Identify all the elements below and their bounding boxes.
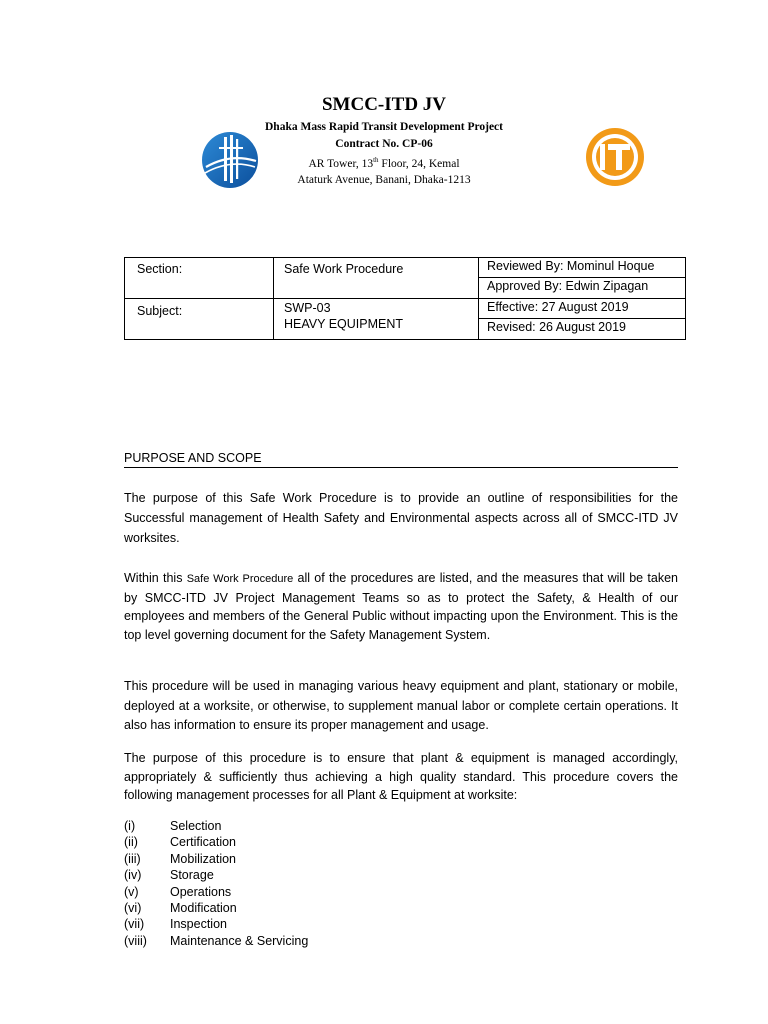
list-item-number: (i): [124, 819, 136, 833]
address-line-1-sup: th: [373, 156, 379, 164]
list-item-text: Maintenance & Servicing: [170, 933, 309, 948]
list-item-number: (viii): [124, 933, 147, 948]
list-item-text: Mobilization: [170, 851, 237, 866]
contract-number: Contract No. CP-06: [335, 138, 433, 150]
reviewed-by: Reviewed By: Mominul Hoque: [479, 258, 686, 278]
info-row-subject: [125, 299, 686, 319]
paragraph-usage: This procedure will be used in managing various heavy equipment and plant, stationary or mobile, deployed at a worksite, or otherwise, to supplement manual labor or complete certain operations. It also has information to ensure its proper management and usage.: [124, 679, 678, 732]
paragraph-procedures-post: all of the procedures are listed, and the measures that will be taken by SMCC-ITD JV Project Management Teams so as to protect the Safety, & Health of our employees and members of the General Public without impacting upon the Environment. This is the top level governing document for the Safety Management System.: [124, 571, 678, 642]
smcc-logo-icon: [200, 131, 260, 189]
list-item-text: Storage: [170, 868, 214, 883]
list-item-text: Selection: [170, 819, 222, 833]
address-line-1-post: Floor, 24, Kemal: [378, 157, 460, 170]
project-name: Dhaka Mass Rapid Transit Development Project: [265, 121, 503, 133]
document-info-table: [124, 257, 686, 340]
subject-title: HEAVY EQUIPMENT: [284, 317, 404, 331]
address-line-1-pre: AR Tower, 13: [308, 157, 374, 170]
list-item-text: Inspection: [170, 917, 227, 932]
approved-by: Approved By: Edwin Zipagan: [479, 278, 686, 299]
list-item-number: (iii): [124, 851, 141, 866]
section-heading: PURPOSE AND SCOPE: [124, 451, 678, 468]
list-item-text: Certification: [170, 835, 236, 850]
list-item-text: Modification: [170, 901, 237, 916]
section-label: Section:: [125, 258, 274, 299]
list-item: [124, 916, 308, 932]
list-item-number: (vii): [124, 917, 145, 932]
list-item-number: (vi): [124, 901, 142, 916]
effective-date: Effective: 27 August 2019: [479, 299, 686, 319]
paragraph-procedures: [124, 569, 678, 644]
section-value: Safe Work Procedure: [274, 258, 479, 299]
list-item: [124, 834, 308, 850]
subject-code: SWP-03: [284, 301, 331, 315]
list-item: [124, 900, 308, 916]
info-row-section: [125, 258, 686, 278]
paragraph-scope: The purpose of this procedure is to ensure that plant & equipment is managed accordingly, appropriately & sufficiently thus achieving a high quality standard. This procedure covers the following management processes for all Plant & Equipment at worksite:: [124, 751, 678, 802]
process-list: [124, 818, 308, 949]
address-line-1: [0, 156, 768, 170]
organization-title: SMCC-ITD JV: [321, 94, 447, 115]
list-item-number: (ii): [124, 835, 138, 850]
paragraph-procedures-inline: Safe Work Procedure: [186, 573, 294, 585]
list-item-number: (v): [124, 884, 139, 899]
paragraph-purpose: The purpose of this Safe Work Procedure is to provide an outline of responsibilities for the Successful management of Health Safety and Environmental aspects across all of SMCC-ITD JV worksites.: [124, 491, 678, 545]
list-item-number: (iv): [124, 868, 142, 883]
address-line-2: Ataturk Avenue, Banani, Dhaka-1213: [297, 174, 471, 186]
subject-label: Subject:: [125, 299, 274, 340]
list-item: [124, 884, 308, 900]
paragraph-procedures-pre: Within this: [124, 571, 187, 585]
itd-logo-icon: [584, 126, 646, 188]
revised-date: Revised: 26 August 2019: [479, 319, 686, 340]
list-item: [124, 867, 308, 883]
list-item-text: Operations: [170, 884, 232, 899]
list-item: [124, 933, 308, 949]
list-item: [124, 851, 308, 867]
list-item: [124, 818, 308, 834]
subject-value: [274, 299, 479, 340]
